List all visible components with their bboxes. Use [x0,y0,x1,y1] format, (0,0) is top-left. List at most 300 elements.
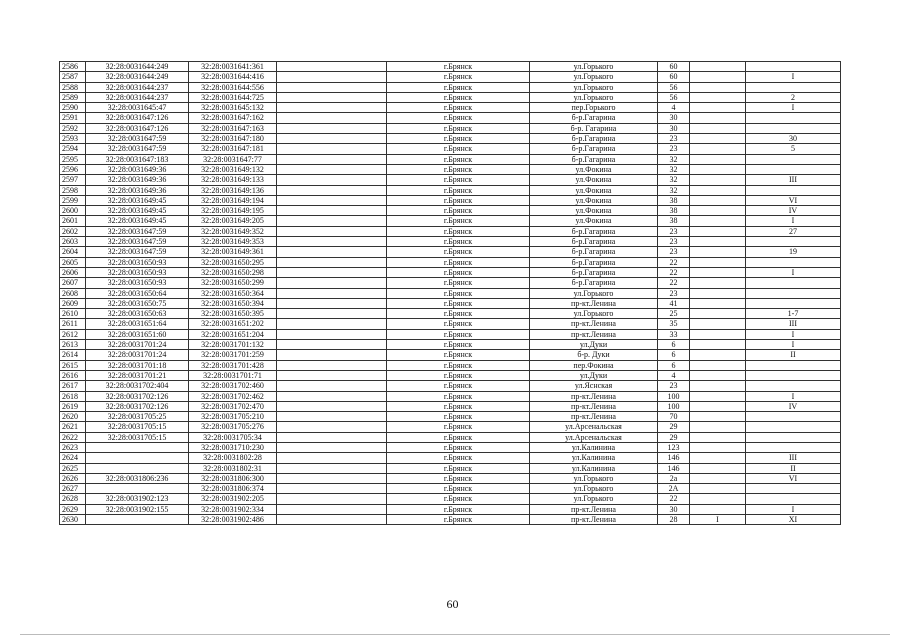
land-cadastral-number-cell: 32:28:0031705:15 [86,432,189,442]
apartment-cell: II [746,350,841,360]
city-cell: г.Брянск [387,62,530,72]
building-cell [690,82,746,92]
apartment-cell [746,185,841,195]
street-cell: ул.Калинина [530,453,658,463]
building-cell [690,401,746,411]
empty-cell [277,360,387,370]
apartment-cell: I [746,267,841,277]
street-cell: ул.Фокина [530,185,658,195]
street-cell: пер.Горького [530,103,658,113]
land-cadastral-number-cell: 32:28:0031705:25 [86,412,189,422]
object-cadastral-number-cell: 32:28:0031649:133 [189,175,277,185]
object-cadastral-number-cell: 32:28:0031710:230 [189,442,277,452]
row-number-cell: 2589 [60,92,86,102]
empty-cell [277,92,387,102]
empty-cell [277,154,387,164]
object-cadastral-number-cell: 32:28:0031701:428 [189,360,277,370]
apartment-cell: II [746,463,841,473]
object-cadastral-number-cell: 32:28:0031701:132 [189,340,277,350]
building-cell [690,340,746,350]
house-number-cell: 100 [658,391,690,401]
empty-cell [277,82,387,92]
apartment-cell: 2 [746,92,841,102]
house-number-cell: 32 [658,154,690,164]
apartment-cell: 27 [746,226,841,236]
table-row [60,237,841,247]
city-cell: г.Брянск [387,288,530,298]
land-cadastral-number-cell [86,463,189,473]
row-number-cell: 2617 [60,381,86,391]
apartment-cell [746,278,841,288]
street-cell: ул.Горького [530,72,658,82]
row-number-cell: 2615 [60,360,86,370]
apartment-cell [746,288,841,298]
city-cell: г.Брянск [387,113,530,123]
object-cadastral-number-cell: 32:28:0031644:725 [189,92,277,102]
table-row [60,267,841,277]
row-number-cell: 2624 [60,453,86,463]
street-cell: ул.Фокина [530,216,658,226]
object-cadastral-number-cell: 32:28:0031644:416 [189,72,277,82]
city-cell: г.Брянск [387,350,530,360]
apartment-cell [746,62,841,72]
empty-cell [277,216,387,226]
empty-cell [277,103,387,113]
city-cell: г.Брянск [387,92,530,102]
house-number-cell: 22 [658,494,690,504]
apartment-cell [746,422,841,432]
row-number-cell: 2627 [60,484,86,494]
table-row [60,319,841,329]
apartment-cell: I [746,329,841,339]
table-row [60,370,841,380]
object-cadastral-number-cell: 32:28:0031806:374 [189,484,277,494]
street-cell: пр-кт.Ленина [530,298,658,308]
apartment-cell [746,257,841,267]
row-number-cell: 2614 [60,350,86,360]
apartment-cell: III [746,175,841,185]
object-cadastral-number-cell: 32:28:0031649:205 [189,216,277,226]
land-cadastral-number-cell: 32:28:0031647:59 [86,247,189,257]
apartment-cell: I [746,391,841,401]
land-cadastral-number-cell: 32:28:0031651:60 [86,329,189,339]
row-number-cell: 2608 [60,288,86,298]
apartment-cell [746,484,841,494]
house-number-cell: 70 [658,412,690,422]
apartment-cell: VI [746,195,841,205]
apartment-cell [746,298,841,308]
street-cell: б-р.Гагарина [530,144,658,154]
building-cell [690,216,746,226]
land-cadastral-number-cell: 32:28:0031651:64 [86,319,189,329]
city-cell: г.Брянск [387,381,530,391]
house-number-cell: 23 [658,247,690,257]
street-cell: б-р.Гагарина [530,226,658,236]
house-number-cell: 2а [658,473,690,483]
object-cadastral-number-cell: 32:28:0031647:181 [189,144,277,154]
table-row [60,195,841,205]
city-cell: г.Брянск [387,432,530,442]
table-row [60,463,841,473]
land-cadastral-number-cell [86,484,189,494]
house-number-cell: 2А [658,484,690,494]
land-cadastral-number-cell: 32:28:0031650:93 [86,267,189,277]
building-cell [690,370,746,380]
apartment-cell [746,123,841,133]
object-cadastral-number-cell: 32:28:0031702:470 [189,401,277,411]
empty-cell [277,113,387,123]
object-cadastral-number-cell: 32:28:0031649:352 [189,226,277,236]
apartment-cell: I [746,504,841,514]
street-cell: ул.Горького [530,494,658,504]
empty-cell [277,391,387,401]
empty-cell [277,278,387,288]
house-number-cell: 6 [658,350,690,360]
city-cell: г.Брянск [387,267,530,277]
building-cell [690,103,746,113]
street-cell: ул.Калинина [530,442,658,452]
table-row [60,515,841,525]
city-cell: г.Брянск [387,72,530,82]
house-number-cell: 23 [658,288,690,298]
land-cadastral-number-cell: 32:28:0031644:237 [86,92,189,102]
empty-cell [277,164,387,174]
empty-cell [277,329,387,339]
table-row [60,484,841,494]
building-cell [690,329,746,339]
city-cell: г.Брянск [387,473,530,483]
object-cadastral-number-cell: 32:28:0031650:394 [189,298,277,308]
row-number-cell: 2628 [60,494,86,504]
row-number-cell: 2592 [60,123,86,133]
object-cadastral-number-cell: 32:28:0031902:486 [189,515,277,525]
table-row [60,453,841,463]
city-cell: г.Брянск [387,185,530,195]
street-cell: б-р.Гагарина [530,237,658,247]
apartment-cell: IV [746,401,841,411]
street-cell: ул.Горького [530,92,658,102]
city-cell: г.Брянск [387,442,530,452]
apartment-cell [746,164,841,174]
building-cell [690,422,746,432]
land-cadastral-number-cell: 32:28:0031647:59 [86,134,189,144]
land-cadastral-number-cell: 32:28:0031649:36 [86,175,189,185]
object-cadastral-number-cell: 32:28:0031649:353 [189,237,277,247]
row-number-cell: 2605 [60,257,86,267]
street-cell: ул.Горького [530,62,658,72]
row-number-cell: 2629 [60,504,86,514]
object-cadastral-number-cell: 32:28:0031702:460 [189,381,277,391]
table-row [60,226,841,236]
building-cell [690,206,746,216]
street-cell: ул.Горького [530,288,658,298]
building-cell [690,288,746,298]
row-number-cell: 2597 [60,175,86,185]
empty-cell [277,340,387,350]
empty-cell [277,422,387,432]
street-cell: б-р.Гагарина [530,267,658,277]
city-cell: г.Брянск [387,329,530,339]
house-number-cell: 146 [658,453,690,463]
building-cell [690,319,746,329]
object-cadastral-number-cell: 32:28:0031649:361 [189,247,277,257]
table-row [60,422,841,432]
object-cadastral-number-cell: 32:28:0031649:132 [189,164,277,174]
table-row [60,164,841,174]
land-cadastral-number-cell: 32:28:0031649:36 [86,164,189,174]
building-cell: I [690,515,746,525]
house-number-cell: 23 [658,381,690,391]
street-cell: пр-кт.Ленина [530,515,658,525]
street-cell: ул.Фокина [530,206,658,216]
empty-cell [277,381,387,391]
house-number-cell: 23 [658,144,690,154]
land-cadastral-number-cell: 32:28:0031650:93 [86,257,189,267]
row-number-cell: 2625 [60,463,86,473]
house-number-cell: 33 [658,329,690,339]
table-row [60,473,841,483]
street-cell: ул.Калинина [530,463,658,473]
house-number-cell: 30 [658,504,690,514]
table-row [60,381,841,391]
building-cell [690,381,746,391]
row-number-cell: 2606 [60,267,86,277]
house-number-cell: 4 [658,370,690,380]
building-cell [690,442,746,452]
row-number-cell: 2590 [60,103,86,113]
empty-cell [277,463,387,473]
apartment-cell [746,113,841,123]
object-cadastral-number-cell: 32:28:0031650:298 [189,267,277,277]
object-cadastral-number-cell: 32:28:0031705:210 [189,412,277,422]
street-cell: б-р.Гагарина [530,247,658,257]
building-cell [690,92,746,102]
object-cadastral-number-cell: 32:28:0031641:361 [189,62,277,72]
row-number-cell: 2616 [60,370,86,380]
building-cell [690,154,746,164]
table-row [60,82,841,92]
apartment-cell [746,82,841,92]
house-number-cell: 56 [658,82,690,92]
table-row [60,288,841,298]
table-row [60,92,841,102]
empty-cell [277,123,387,133]
house-number-cell: 38 [658,195,690,205]
building-cell [690,360,746,370]
apartment-cell: 19 [746,247,841,257]
object-cadastral-number-cell: 32:28:0031802:28 [189,453,277,463]
object-cadastral-number-cell: 32:28:0031649:194 [189,195,277,205]
apartment-cell [746,360,841,370]
object-cadastral-number-cell: 32:28:0031705:276 [189,422,277,432]
city-cell: г.Брянск [387,515,530,525]
street-cell: ул.Горького [530,484,658,494]
row-number-cell: 2595 [60,154,86,164]
city-cell: г.Брянск [387,360,530,370]
empty-cell [277,453,387,463]
empty-cell [277,185,387,195]
city-cell: г.Брянск [387,206,530,216]
scan-edge-line [20,634,890,635]
building-cell [690,113,746,123]
table-row [60,154,841,164]
land-cadastral-number-cell: 32:28:0031649:45 [86,216,189,226]
house-number-cell: 32 [658,164,690,174]
city-cell: г.Брянск [387,278,530,288]
apartment-cell [746,432,841,442]
apartment-cell [746,381,841,391]
table-body [60,62,841,525]
city-cell: г.Брянск [387,494,530,504]
object-cadastral-number-cell: 32:28:0031650:299 [189,278,277,288]
city-cell: г.Брянск [387,247,530,257]
empty-cell [277,412,387,422]
land-cadastral-number-cell: 32:28:0031650:93 [86,278,189,288]
object-cadastral-number-cell: 32:28:0031650:295 [189,257,277,267]
street-cell: б-р. Дуки [530,350,658,360]
empty-cell [277,247,387,257]
table-row [60,309,841,319]
row-number-cell: 2603 [60,237,86,247]
land-cadastral-number-cell: 32:28:0031647:59 [86,237,189,247]
city-cell: г.Брянск [387,103,530,113]
city-cell: г.Брянск [387,309,530,319]
row-number-cell: 2588 [60,82,86,92]
land-cadastral-number-cell: 32:28:0031650:63 [86,309,189,319]
table-row [60,350,841,360]
city-cell: г.Брянск [387,144,530,154]
building-cell [690,267,746,277]
house-number-cell: 41 [658,298,690,308]
empty-cell [277,298,387,308]
land-cadastral-number-cell: 32:28:0031705:15 [86,422,189,432]
row-number-cell: 2591 [60,113,86,123]
street-cell: пр-кт.Ленина [530,401,658,411]
street-cell: б-р.Гагарина [530,278,658,288]
table-row [60,103,841,113]
table-row [60,123,841,133]
row-number-cell: 2586 [60,62,86,72]
city-cell: г.Брянск [387,484,530,494]
land-cadastral-number-cell: 32:28:0031644:249 [86,72,189,82]
building-cell [690,473,746,483]
apartment-cell: 30 [746,134,841,144]
object-cadastral-number-cell: 32:28:0031902:205 [189,494,277,504]
apartment-cell [746,442,841,452]
street-cell: ул.Фокина [530,195,658,205]
table-row [60,504,841,514]
city-cell: г.Брянск [387,257,530,267]
empty-cell [277,267,387,277]
building-cell [690,453,746,463]
apartment-cell: I [746,72,841,82]
city-cell: г.Брянск [387,298,530,308]
row-number-cell: 2610 [60,309,86,319]
apartment-cell [746,494,841,504]
building-cell [690,278,746,288]
land-cadastral-number-cell: 32:28:0031701:24 [86,350,189,360]
table-row [60,278,841,288]
row-number-cell: 2619 [60,401,86,411]
land-cadastral-number-cell: 32:28:0031647:59 [86,226,189,236]
street-cell: ул.Горького [530,473,658,483]
city-cell: г.Брянск [387,164,530,174]
land-cadastral-number-cell: 32:28:0031702:126 [86,401,189,411]
row-number-cell: 2620 [60,412,86,422]
house-number-cell: 60 [658,72,690,82]
table-row [60,391,841,401]
house-number-cell: 6 [658,340,690,350]
land-cadastral-number-cell [86,453,189,463]
land-cadastral-number-cell: 32:28:0031647:183 [86,154,189,164]
table-row [60,494,841,504]
table-row [60,432,841,442]
row-number-cell: 2598 [60,185,86,195]
table-row [60,329,841,339]
row-number-cell: 2609 [60,298,86,308]
row-number-cell: 2596 [60,164,86,174]
house-number-cell: 6 [658,360,690,370]
street-cell: пр-кт.Ленина [530,504,658,514]
house-number-cell: 23 [658,134,690,144]
empty-cell [277,144,387,154]
building-cell [690,185,746,195]
row-number-cell: 2607 [60,278,86,288]
city-cell: г.Брянск [387,422,530,432]
street-cell: б-р.Гагарина [530,113,658,123]
house-number-cell: 60 [658,62,690,72]
house-number-cell: 22 [658,257,690,267]
object-cadastral-number-cell: 32:28:0031650:395 [189,309,277,319]
building-cell [690,484,746,494]
land-cadastral-number-cell: 32:28:0031647:59 [86,144,189,154]
house-number-cell: 23 [658,237,690,247]
street-cell: ул.Горького [530,309,658,319]
empty-cell [277,432,387,442]
land-cadastral-number-cell: 32:28:0031701:21 [86,370,189,380]
city-cell: г.Брянск [387,401,530,411]
empty-cell [277,309,387,319]
land-cadastral-number-cell: 32:28:0031902:123 [86,494,189,504]
house-number-cell: 22 [658,267,690,277]
land-cadastral-number-cell [86,442,189,452]
land-cadastral-number-cell: 32:28:0031702:404 [86,381,189,391]
row-number-cell: 2601 [60,216,86,226]
object-cadastral-number-cell: 32:28:0031649:195 [189,206,277,216]
house-number-cell: 38 [658,216,690,226]
row-number-cell: 2623 [60,442,86,452]
street-cell: ул.Арсенальская [530,422,658,432]
building-cell [690,463,746,473]
table-row [60,257,841,267]
table-row [60,216,841,226]
object-cadastral-number-cell: 32:28:0031702:462 [189,391,277,401]
street-cell: ул.Горького [530,82,658,92]
house-number-cell: 56 [658,92,690,102]
street-cell: б-р.Гагарина [530,257,658,267]
land-cadastral-number-cell: 32:28:0031650:64 [86,288,189,298]
empty-cell [277,442,387,452]
city-cell: г.Брянск [387,216,530,226]
apartment-cell: IV [746,206,841,216]
row-number-cell: 2622 [60,432,86,442]
empty-cell [277,504,387,514]
row-number-cell: 2611 [60,319,86,329]
apartment-cell: I [746,103,841,113]
empty-cell [277,206,387,216]
land-cadastral-number-cell: 32:28:0031649:36 [86,185,189,195]
apartment-cell [746,154,841,164]
